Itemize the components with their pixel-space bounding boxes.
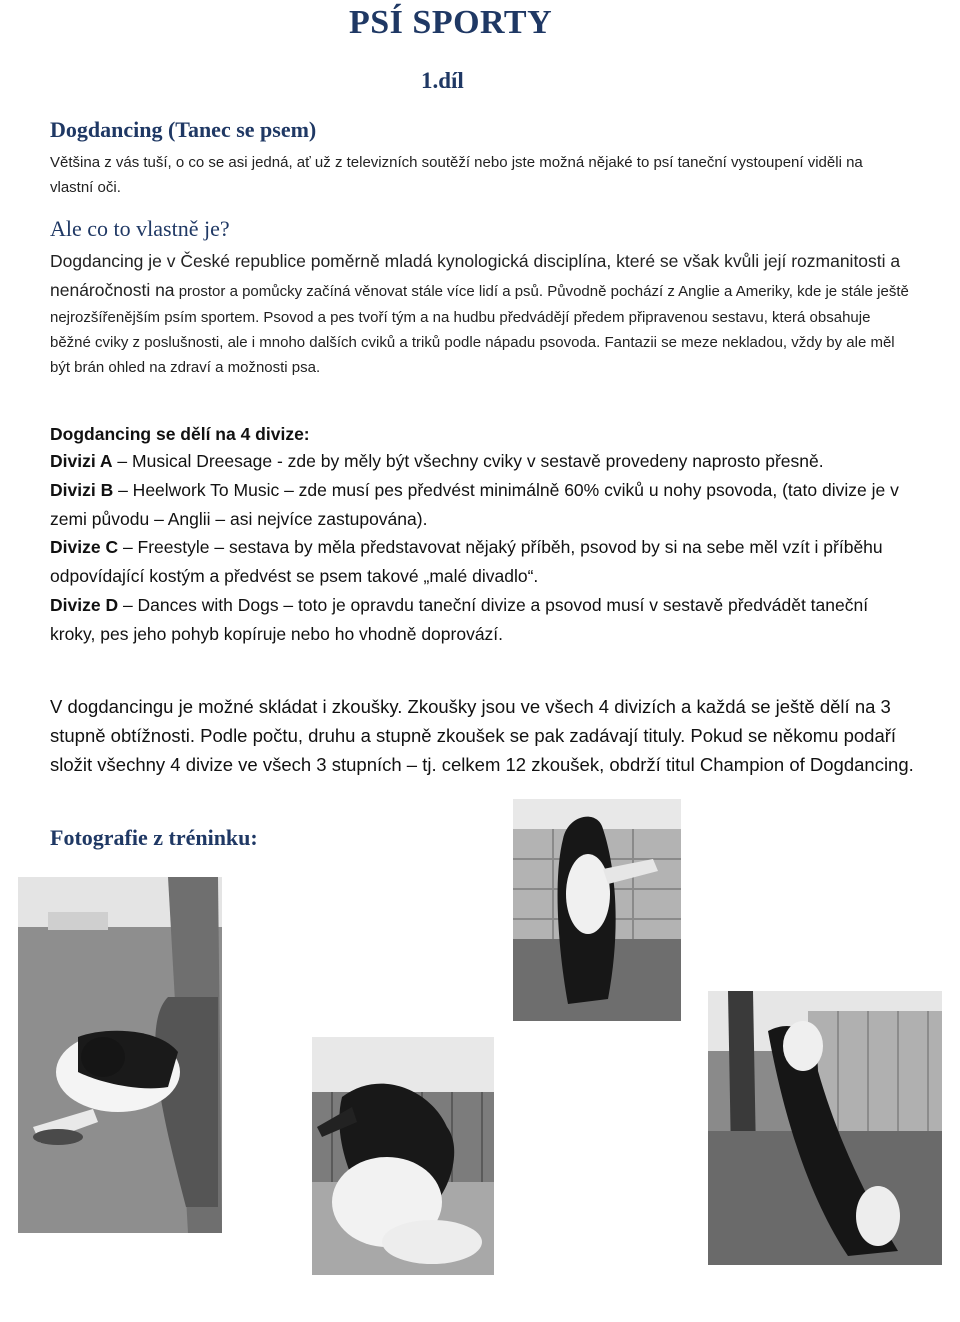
section-heading-what: Ale co to vlastně je? xyxy=(50,216,230,241)
division-item xyxy=(50,447,910,476)
page-title: PSÍ SPORTY xyxy=(349,4,553,41)
division-item xyxy=(50,476,910,534)
part-number: 1.díl xyxy=(421,68,464,93)
what-paragraph-small: prostor a pomůcky začíná věnovat stále více lidí a psů. Původně pochází z Anglie a Ameriky, kde je stále ještě nejrozšířenějším psím sportem. Psovod a pes tvoří tým a na hudbu předvádějí předem připravenou sestavu, která obsahuje běžné cviky z poslušnosti, ale i mnoho dalších cviků a triků podle nápadu psovoda. Fantazii se meze nekladou, vždy by ale měl být brán ohled na zdraví a možnosti psa. xyxy=(50,283,909,376)
division-text: – Musical Dreesage - zde by měly být všechny cviky v sestavě provedeny naprosto přesně. xyxy=(112,451,824,471)
intro-paragraph: Většina z vás tuší, o co se asi jedná, ať už z televizních soutěží nebo jste možná nějaké to psí taneční vystoupení viděli na vlastní oči. xyxy=(50,154,863,196)
division-text: – Heelwork To Music – zde musí pes předvést minimálně 60% cviků u nohy psovoda, (tato divize je v zemi původu – Anglii – asi nejvíce zastupována). xyxy=(50,479,899,529)
division-item xyxy=(50,533,910,591)
division-text: – Freestyle – sestava by měla představovat nějaký příběh, psovod by si na sebe měl vzít i příběhu odpovídající kostým a předvést se psem takové „malé divadlo“. xyxy=(50,537,883,587)
photos-heading: Fotografie z tréninku: xyxy=(50,825,258,850)
divisions-list xyxy=(50,447,910,649)
division-text: – Dances with Dogs – toto je opravdu taneční divize a psovod musí v sestavě předvádět taneční kroky, pes jeho pohyb kopíruje nebo ho vhodně doprovází. xyxy=(50,594,869,644)
division-label: Divize C xyxy=(50,537,119,558)
division-item xyxy=(50,591,910,649)
training-photo-3 xyxy=(513,799,681,1021)
what-paragraph xyxy=(50,247,910,380)
division-label: Divize D xyxy=(50,594,119,615)
divisions-heading: Dogdancing se dělí na 4 divize: xyxy=(50,424,310,444)
exams-paragraph: V dogdancingu je možné skládat i zkoušky. Zkoušky jsou ve všech 4 divizích a každá se ještě dělí na 3 stupně obtížnosti. Podle počtu, druhu a stupně zkoušek se pak zadávají tituly. Pokud se někomu podaří složit všechny 4 divize ve všech 3 stupních – tj. celkem 12 zkoušek, obdrží titul Champion of Dogdancing. xyxy=(50,696,914,775)
section-heading-dogdancing: Dogdancing (Tanec se psem) xyxy=(50,117,317,142)
training-photo-4 xyxy=(708,991,942,1265)
division-label: Divizi A xyxy=(50,451,113,471)
training-photo-2 xyxy=(312,1037,494,1275)
division-label: Divizi B xyxy=(50,479,114,500)
what-paragraph-large: Dogdancing je v České republice poměrně mladá kynologická disciplína, které se však kvůli její rozmanitosti a nenáročnosti na xyxy=(50,251,901,300)
training-photo-1 xyxy=(18,877,222,1233)
